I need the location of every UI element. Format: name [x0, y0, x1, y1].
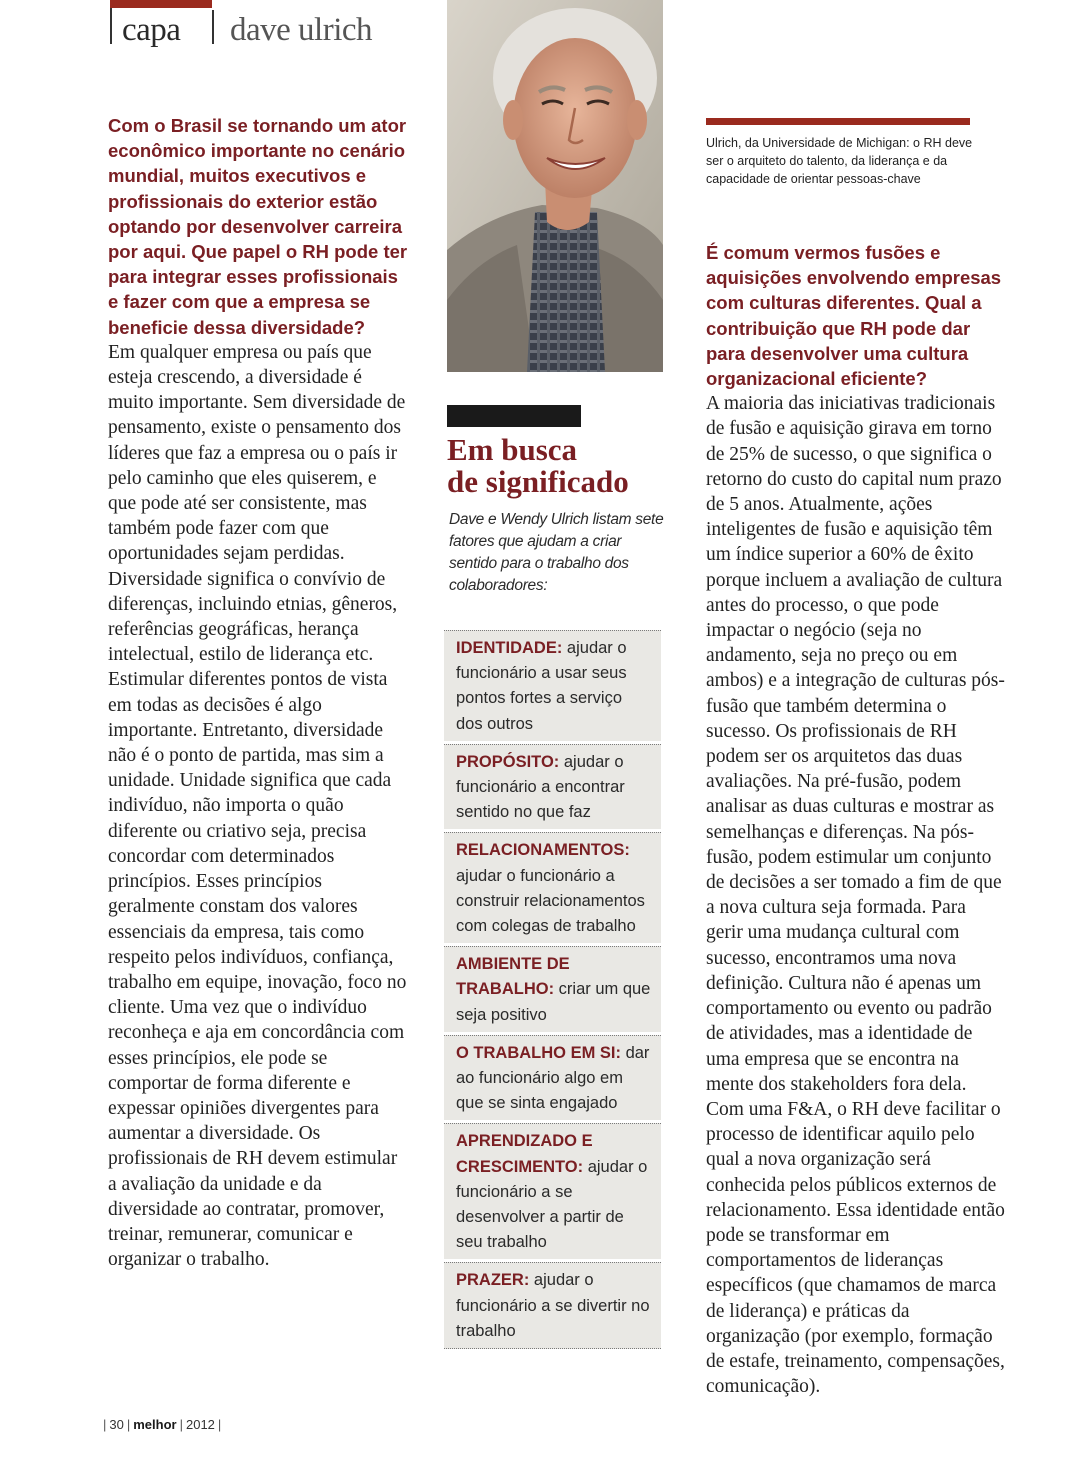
factor-item-identidade [444, 630, 661, 741]
caption-accent-bar [706, 118, 970, 125]
header-divider-left [110, 8, 112, 44]
factor-list [444, 630, 661, 1352]
right-column [706, 240, 1006, 1399]
sidebar-intro: Dave e Wendy Ulrich listam sete fatores que ajudam a criar sentido para o trabalho dos colaboradores: [449, 511, 664, 594]
factor-item-aprendizado [444, 1123, 661, 1259]
sidebar-accent-bar [447, 405, 581, 427]
factor-item-prazer [444, 1262, 661, 1349]
page-header [106, 0, 426, 52]
author-label: dave ulrich [230, 12, 373, 48]
section-tab-bar [110, 0, 212, 8]
page-footer: | 30 | melhor | 2012 | [103, 1417, 222, 1432]
factor-item-relacionamentos [444, 832, 661, 943]
factor-text: dar ao funcionário algo em que se sinta engajado [456, 1043, 650, 1113]
sidebar-title-line-1: Em busca [447, 432, 578, 467]
factor-keyword: IDENTIDADE: [456, 639, 563, 657]
magazine-name: melhor [133, 1417, 177, 1432]
interview-answer-1: Em qualquer empresa ou país que esteja crescendo, a diversidade é muito importante. Sem diversidade de pensamento, existe o pensamento dos líderes que faz a empresa ou o país ir pelo caminho que eles quiserem, e que pode até ser consistente, mas também pode fazer com que oportunidades sejam perdidas. Diversidade significa o convívio de diferenças, incluindo etnias, gêneros, referências geográficas, herança intelectual, estilo de liderança etc. Estimular diferentes pontos de vista em todas as decisões é algo importante. Entretanto, diversidade não é o ponto de partida, mas sim a unidade. Unidade significa que cada indivíduo, não importa o quão diferente ou criativo seja, precisa concordar com determinados princípios. Esses princípios geralmente constam dos valores essenciais da empresa, tais como respeito pelos indivíduos, confiança, trabalho em equipe, inovação, foco no cliente. Uma vez que o indivíduo reconheça e aja em concordância com esses princípios, ele pode se comportar de forma diferente e expessar opiniões divergentes para aumentar a diversidade. Os profissionais de RH devem estimular a avaliação da unidade e da diversidade ao contratar, promover, treinar, remunerar, comunicar e organizar o trabalho. [108, 341, 407, 1271]
factor-item-trabalho-em-si [444, 1035, 661, 1121]
factor-item-ambiente [444, 946, 661, 1032]
factor-text: ajudar o funcionário a se divertir no trabalho [456, 1271, 650, 1340]
factor-keyword: RELACIONAMENTOS: [456, 841, 630, 860]
interview-question-2: É comum vermos fusões e aquisições envolvendo empresas com culturas diferentes. Qual a contribuição que RH pode dar para desenvolver uma cultura organizacional eficiente? [706, 242, 1002, 390]
header-divider [212, 10, 214, 44]
issue-year: 2012 [185, 1417, 215, 1432]
left-column [108, 113, 408, 1272]
factor-keyword: PRAZER: [456, 1271, 530, 1290]
factor-keyword: O TRABALHO EM SI: [456, 1043, 621, 1062]
factor-keyword: PROPÓSITO: [456, 752, 560, 771]
portrait-photo [447, 0, 663, 372]
factor-text: ajudar o funcionário a usar seus pontos fortes a serviço dos outros [456, 639, 627, 733]
section-label: capa [122, 12, 181, 48]
portrait-illustration [447, 0, 663, 372]
factor-text: ajudar o funcionário a se desenvolver a partir de seu trabalho [456, 1157, 648, 1252]
factor-text: ajudar o funcionário a encontrar sentido no que faz [456, 752, 625, 822]
factor-keyword: AMBIENTE DE TRABALHO: [456, 955, 570, 999]
interview-question-1: Com o Brasil se tornando um ator econômico importante no cenário mundial, muitos executivos e profissionais do exterior estão optando por desenvolver carreira por aqui. Que papel o RH pode ter para integrar esses profissionais e fazer com que a empresa se beneficie dessa diversidade? [108, 115, 408, 338]
interview-answer-2: A maioria das iniciativas tradicionais de fusão e aquisição girava em torno de 25% de sucesso, o que significa o retorno do custo do capital num prazo de 5 anos. Atualmente, ações inteligentes de fusão e aquisição têm um índice superior a 60% de êxito porque incluem a avaliação de cultura antes do processo, o que pode impactar o negócio (seja no andamento, seja no preço ou em ambos) e a integração de culturas pós-fusão que também determina o sucesso. Os profissionais de RH podem ser os arquitetos das duas avaliações. Na pré-fusão, podem analisar as duas culturas e mostrar as semelhanças e diferenças. Na pós-fusão, podem estimular um conjunto de decisões a ser tomado a fim de que a nova cultura seja formada. Para gerir uma mudança cultural com sucesso, encontramos uma nova definição. Cultura não é apenas um comportamento ou evento ou padrão de atividades, mas a identidade de uma empresa que se encontra na mente dos stakeholders fora dela. Com uma F&A, o RH deve facilitar o processo de identificar aquilo pelo qual a nova organização será conhecida pelos públicos externos de relacionamento. Essa identidade então pode se transformar em comportamentos de lideranças específicos (que chamamos de marca de liderança) e práticas da organização (por exemplo, formação de estafe, treinamento, compensações, comunicação). [706, 393, 1005, 1398]
factor-text: criar um que seja positivo [456, 980, 651, 1024]
factor-item-proposito [444, 744, 661, 830]
sidebar-title [447, 434, 667, 498]
page-number: 30 [109, 1417, 124, 1432]
sidebar-title-line-2: de significado [447, 464, 629, 499]
factor-text: ajudar o funcionário a construir relacionamentos com colegas de trabalho [456, 866, 645, 936]
factor-keyword: APRENDIZADO E CRESCIMENTO: [456, 1132, 593, 1176]
photo-caption: Ulrich, da Universidade de Michigan: o RH deve ser o arquiteto do talento, da liderança e da capacidade de orientar pessoas-chave [706, 136, 973, 186]
